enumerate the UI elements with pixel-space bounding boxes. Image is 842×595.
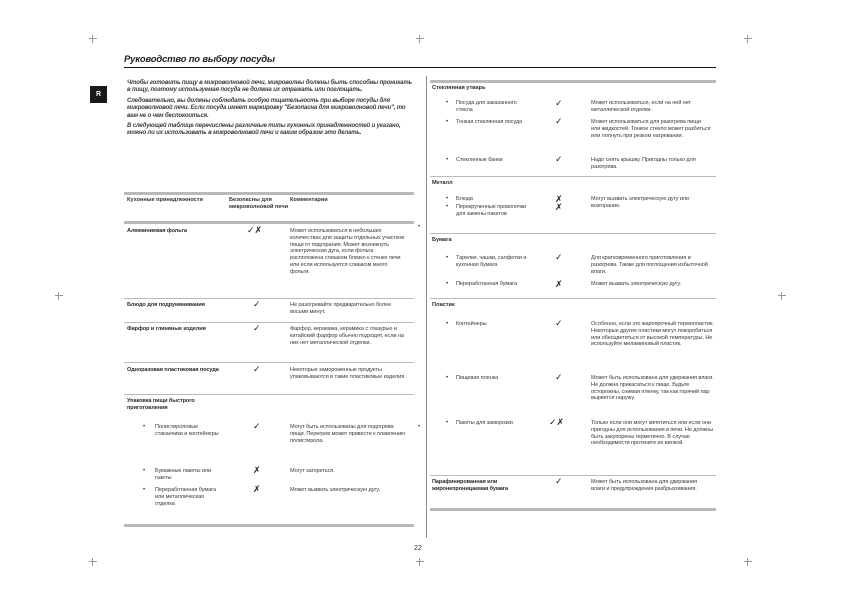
table-row-label: Контейнеры bbox=[456, 321, 487, 327]
check-mark: ✓ bbox=[555, 154, 563, 164]
check-mark: ✓ bbox=[253, 299, 261, 309]
table-row-label: Переработанная бумага или металлическая отделка bbox=[155, 487, 216, 507]
crop-mark bbox=[416, 35, 424, 43]
bullet: • bbox=[446, 420, 449, 426]
check-mark: ✓ bbox=[555, 372, 563, 382]
table-row-comment: Не разогревайте предварительно более восьми минут. bbox=[290, 302, 392, 315]
bullet: • bbox=[143, 424, 146, 430]
table-row-label: Пищевая пленка bbox=[456, 375, 499, 381]
margin-bullet: • bbox=[418, 224, 421, 230]
table-row-label: Парафинированная или жиронепроницаемая бумага bbox=[432, 479, 509, 492]
bullet: • bbox=[446, 375, 449, 381]
crop-mark bbox=[55, 292, 63, 300]
check-mark: ✓ bbox=[555, 116, 563, 126]
table-row-label: Упаковка пищи быстрого приготовления bbox=[127, 398, 195, 411]
table-row-comment: Может быть использована для удержания влаги и предупреждения разбрызгивания. bbox=[591, 479, 697, 492]
margin-bullet: • bbox=[418, 424, 421, 430]
table-row-comment: Некоторые замороженные продукты упаковываются в такие пластиковые изделия. bbox=[290, 367, 406, 380]
table-row-comment: Надо снять крышку. Пригодны только для разогрева. bbox=[591, 157, 696, 170]
check-cross-mark: ✓✗ bbox=[247, 225, 263, 235]
table-row-label: Фарфор и глиняные изделия bbox=[127, 326, 206, 332]
table-row-label: Блюдо для подрумянивания bbox=[127, 302, 205, 308]
table-row-label: Переработанная бумага bbox=[456, 281, 517, 287]
table-row-comment: Могут быть использованы для подогрева пищи. Перегрев может привести к плавлению полистирола. bbox=[290, 424, 406, 444]
table-top-bar bbox=[430, 80, 716, 83]
table-row-label: Перекрученные проволочки для замены пакетов bbox=[456, 204, 527, 217]
cross-mark: ✗ bbox=[555, 202, 563, 212]
language-tab: R bbox=[90, 86, 107, 103]
table-row-label: Полистироловые стаканчики и контейнеры bbox=[155, 424, 219, 437]
header-utensil: Кухонные принадлежности bbox=[127, 197, 203, 203]
row-divider bbox=[430, 233, 716, 234]
table-row-label: Одноразовая пластиковая посуда bbox=[127, 367, 219, 373]
page-number: 22 bbox=[414, 545, 422, 552]
bullet: • bbox=[143, 468, 146, 474]
table-row-label: Стеклянные банки bbox=[456, 157, 503, 163]
table-top-bar bbox=[124, 192, 414, 195]
section-title-glass: Стеклянная утварь bbox=[432, 85, 486, 91]
table-row-comment: Фарфор, керамика, керамика с глазурью и китайский фарфор обычно подходят, если на них нет металлической отделки. bbox=[290, 326, 404, 346]
row-divider bbox=[124, 322, 414, 323]
crop-mark bbox=[744, 558, 752, 566]
check-cross-mark: ✓✗ bbox=[549, 417, 565, 427]
crop-mark bbox=[89, 558, 97, 566]
row-divider bbox=[124, 298, 414, 299]
header-safe: Безопасны для микроволновой печи bbox=[229, 197, 289, 210]
bullet: • bbox=[446, 157, 449, 163]
table-row-comment: Может вызвать электрическую дугу. bbox=[290, 487, 380, 493]
row-divider bbox=[430, 475, 716, 476]
table-row-comment: Только если они могут кипятиться или если они пригодны для использования в печи. Не должны быть закупорены герметично. В случае необходимости проткните их вилкой. bbox=[591, 420, 714, 447]
intro-paragraph: В следующей таблице перечислены различные типы кухонных принадлежностей и указано, можно ли их использовать в микроволновой печи и каким образом это делать. bbox=[127, 123, 401, 137]
title-rule bbox=[124, 67, 716, 68]
table-row-comment: Может вызвать электрическую дугу. bbox=[591, 281, 681, 287]
table-row-label: Блюда bbox=[456, 196, 473, 202]
check-mark: ✓ bbox=[555, 476, 563, 486]
table-row-label: Посуда для заказанного стекла bbox=[456, 100, 517, 113]
check-mark: ✓ bbox=[555, 98, 563, 108]
crop-mark bbox=[416, 558, 424, 566]
table-bottom-bar bbox=[430, 508, 716, 511]
page-title: Руководство по выбору посуды bbox=[124, 54, 275, 65]
crop-mark bbox=[89, 35, 97, 43]
cross-mark: ✗ bbox=[253, 484, 261, 494]
table-row-label: Пакеты для заморозки bbox=[456, 420, 513, 426]
table-bottom-bar bbox=[124, 524, 414, 527]
bullet: • bbox=[446, 281, 449, 287]
crop-mark bbox=[744, 35, 752, 43]
bullet: • bbox=[446, 255, 449, 261]
cross-mark: ✗ bbox=[253, 465, 261, 475]
check-mark: ✓ bbox=[253, 421, 261, 431]
header-comments: Комментарии bbox=[290, 197, 328, 203]
bullet: • bbox=[446, 119, 449, 125]
table-row-label: Тарелки, чашки, салфетки и кухонная бумага bbox=[456, 255, 527, 268]
table-row-comment: Может использоваться, если на ней нет металлической отделки. bbox=[591, 100, 691, 113]
intro-text bbox=[127, 80, 412, 141]
table-row-label: Тонкая стеклянная посуда bbox=[456, 119, 523, 125]
check-mark: ✓ bbox=[555, 252, 563, 262]
row-divider bbox=[124, 394, 414, 395]
section-title-paper: Бумага bbox=[432, 237, 452, 243]
table-row-comment: Может быть использована для удержания влаги. Не должна прикасаться к пище. Будьте осторожны, снимая пленку, так как горячий пар вырвется наружу. bbox=[591, 375, 714, 402]
table-row-label: Алюминиевая фольга bbox=[127, 228, 187, 234]
row-divider bbox=[430, 298, 716, 299]
row-divider bbox=[430, 176, 716, 177]
table-row-label: Бумажные пакеты или газеты bbox=[155, 468, 212, 481]
intro-paragraph: Чтобы готовить пищу в микроволновой печи, микроволны должны быть способны проникать в пищу, поэтому используемая посуда не должна их отражать или поглощать. bbox=[127, 80, 412, 94]
crop-mark bbox=[778, 292, 786, 300]
section-title-plastic: Пластик bbox=[432, 302, 455, 308]
bullet: • bbox=[446, 100, 449, 106]
cross-mark: ✗ bbox=[555, 194, 563, 204]
table-row-comment: Может использоваться в небольших количествах для защиты отдельных участков пищи от подгорания. Может возникнуть электрическая дуга, если фольга расположена слишком близко к стенке печи или если используется слишком много фольги. bbox=[290, 228, 405, 275]
check-mark: ✓ bbox=[253, 364, 261, 374]
bullet: • bbox=[446, 196, 449, 202]
table-row-comment: Для кратковременного приготовления и разогрева. Также для поглощения избыточной влаги. bbox=[591, 255, 708, 275]
cross-mark: ✗ bbox=[555, 279, 563, 289]
bullet: • bbox=[143, 487, 146, 493]
intro-paragraph: Следовательно, вы должны соблюдать особую тщательность при выборе посуды для микроволновой печи. Если посуда имеет маркировку "Безопасна для микроволновой печи", то вам не о чем беспокоиться. bbox=[127, 97, 406, 119]
table-row-comment: Особенно, если это жаропрочный термопластик. Некоторые другие пластики могут покоробиться или обесцветиться от высокой температуры. Не используйте меламиновый пластик. bbox=[591, 321, 714, 348]
check-mark: ✓ bbox=[253, 323, 261, 333]
table-header-bar bbox=[124, 221, 414, 224]
table-row-comment: Могут загореться. bbox=[290, 468, 335, 474]
table-row-comment: Могут вызвать электрическую дугу или возгорание. bbox=[591, 196, 689, 209]
row-divider bbox=[124, 362, 414, 363]
column-divider bbox=[426, 76, 427, 538]
bullet: • bbox=[446, 321, 449, 327]
bullet: • bbox=[446, 204, 449, 210]
table-row-comment: Может использоваться для разогрева пищи или жидкостей. Тонкое стекло может разбиться или лопнуть при резком нагревании. bbox=[591, 119, 711, 139]
section-title-metal: Металл bbox=[432, 180, 453, 186]
check-mark: ✓ bbox=[555, 318, 563, 328]
